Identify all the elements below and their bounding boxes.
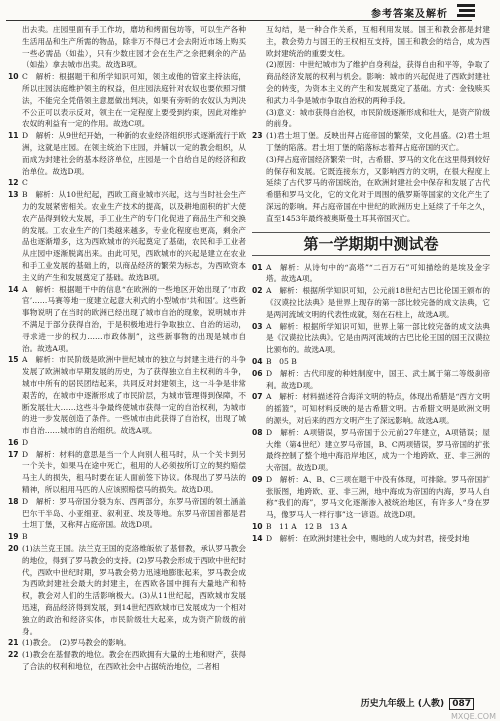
answer-text: C bbox=[22, 178, 28, 188]
answer-item bbox=[252, 107, 490, 131]
answer-item bbox=[252, 427, 490, 474]
question-number: 10 bbox=[8, 72, 19, 82]
question-number: 15 bbox=[8, 355, 19, 365]
answer-item bbox=[252, 521, 490, 533]
question-number: 18 bbox=[8, 496, 19, 506]
answer-text: A 解析：材料描述符合海洋文明的特点，体现出希腊是“西方文明的摇篮”，可知材料反映的是古希腊文明。古希腊文明是欧洲文明的源头，对后来的西方文明产生了深远影响。故选A项。 bbox=[266, 392, 490, 425]
page-footer bbox=[361, 696, 474, 709]
answer-item bbox=[8, 637, 246, 649]
answer-text: A 解析：市民阶级是欧洲中世纪城市的独立与封建主进行的斗争发展了欧洲城市早期发展的历史，为了获得独立自主权利的斗争，城市中所有的居民团结起来，共同反对封建领主，这一斗争是非常艰苦的，在城市中逐渐形成了市民阶层，为城市管理得到保障，不断发展壮大……这些斗争最终使城市获得一定的自治权利，为城市的进一步发展创造了条件。一些城市由此获得了自治权，出现了城市自治……城市的自治组织。故选A项。 bbox=[22, 355, 246, 436]
question-number: 23 bbox=[252, 131, 263, 141]
answer-item bbox=[252, 154, 490, 225]
answer-text: A 解析：根据所学知识可知，公元前18世纪古巴比伦国王颁布的《汉谟拉比法典》是世界上现存的第一部比较完备的成文法典，它是两河流域文明的代表性成就，刻在石柱上，故选A项。 bbox=[266, 286, 490, 319]
answer-item bbox=[8, 189, 246, 283]
answer-item bbox=[8, 354, 246, 437]
question-number: 02 bbox=[252, 286, 263, 296]
answer-text: D 解析：材料的意思是当一个人向别人租马时，从一个关卡到另一个关卡，如果马在途中死亡，租用的人必须按所订立的契约赔偿马主人的损失，租马时要在证人面前签下协议。体现出了罗马法的精神，所以租用马匹的人应该照赔偿马的损失。故选D项。 bbox=[22, 449, 246, 495]
right-column-bottom bbox=[252, 262, 490, 545]
question-number: 14 bbox=[252, 533, 263, 543]
answer-item bbox=[8, 24, 246, 71]
answer-text: D 解析：罗马帝国分裂为东、西两部分，东罗马帝国的领土涵盖巴尔干半岛、小亚细亚、叙利亚、埃及等地。东罗马帝国首都是君士坦丁堡，又称拜占庭帝国。故选D项。 bbox=[22, 496, 246, 530]
answer-item bbox=[8, 284, 246, 355]
answer-text: B bbox=[22, 532, 28, 542]
answer-item bbox=[8, 437, 246, 449]
question-number: 12 bbox=[8, 178, 19, 188]
answer-text: D 解析：A项错误，罗马帝国于公元前27年建立，A项错误；屋大维（第4世纪）建立罗马帝国，B、C两项错误，罗马帝国的扩张最终控制了整个地中海沿岸地区，成为一个地跨欧、亚、非三洲的大帝国。故选D项。 bbox=[266, 427, 490, 473]
question-number: 21 bbox=[8, 638, 19, 648]
question-number: 19 bbox=[8, 532, 19, 542]
question-number: 03 bbox=[252, 321, 263, 331]
answer-item bbox=[252, 474, 490, 521]
answer-text: (1)法兰克王国。法兰克王国的克洛维皈依了基督教，承认罗马教会的地位，得到了罗马教会的支持。(2)罗马教会形成于西欧中世纪时代，西欧中世纪时期，罗马教会势力迅速地膨胀起来，罗马教会成为西欧封建社会最大的封建主，在西欧各国中拥有大量地产和特权，教会对人们的生活影响极大。(3)从11世纪起，西欧城市发展迅速，商品经济得到发展，到14世纪西欧城市已发展成为一个相对独立的政治和经济实体，市民阶级壮大起来，成为资产阶级的前身。 bbox=[22, 544, 246, 636]
answer-text: (2)原因：中世纪城市为了维护自身利益，获得自由和平等，争取了商品经济发展的权利与机会。影响：城市的兴起促进了西欧封建社会的转变，为资本主义的产生和发展奠定了基础。方式：金钱赎买和武力斗争是城市争取自治权的两种手段。 bbox=[266, 60, 490, 105]
question-number bbox=[252, 107, 266, 131]
answer-text: C 解析：根据题干和所学知识可知，领主或他的管家主持法庭，所以庄园法庭维护领主的权益，但庄园法庭针对农奴也要依照习惯法，不能完全凭借领主意愿做出判决，如果有旁听的农奴认为判决不公正可以表示反对，领主在一定程度上要受到约束，因此对维护农奴的利益有一定的作用。故选C项。 bbox=[22, 72, 246, 129]
answer-item bbox=[8, 177, 246, 189]
answer-item bbox=[252, 24, 490, 59]
answer-text: A 解析：根据所学知识可知，世界上第一部比较完备的成文法典是《汉谟拉比法典》。它是由两河流域的古巴比伦王国的国王汉谟拉比颁布的。故选A项。 bbox=[266, 321, 491, 355]
answer-item bbox=[8, 449, 246, 496]
answer-item bbox=[252, 130, 490, 154]
answer-text: D bbox=[22, 437, 29, 447]
answer-text: D 解析：古代印度的种姓制度中，国王、武士属于第二等级刹帝利。故选D项。 bbox=[266, 368, 490, 390]
answer-text: D 解析：A、B、C三项在题干中没有体现，可排除。罗马帝国扩张版图，地跨欧、亚、非三洲，地中海成为帝国的内海，罗马人自称“我们的海”，罗马文化逐渐渗入被统治地区，有许多人“身在罗马，像罗马人一样行事”这一谚语。故选D项。 bbox=[266, 474, 490, 520]
question-number bbox=[252, 24, 266, 59]
answer-item bbox=[252, 533, 490, 545]
right-column bbox=[252, 24, 490, 545]
question-number: 06 bbox=[252, 368, 263, 378]
answer-text: A 解析：根据题干中的信息“在欧洲的一些地区开始出现了‘市政官’……马赛等地一度建立起意大利式的小型城市‘共和国’。这些新事物说明了在当时的欧洲已经出现了城市自治的现象，说明城市并不满足于部分获得自治，于是积极地进行争取独立、自治的运动，寻求进一步的权力……市政体制”，这些新事物的出现是城市自治。故选A项。 bbox=[22, 284, 246, 353]
answer-item bbox=[8, 130, 246, 177]
answer-item bbox=[252, 356, 490, 368]
answer-text: A 解析：从诗句中的“高塔”“二百万石”可知描绘的是埃及金字塔。故选A项。 bbox=[266, 262, 490, 284]
answer-item bbox=[8, 531, 246, 543]
page-number: 087 bbox=[449, 698, 474, 710]
answer-item bbox=[252, 321, 490, 356]
answer-text: (1)君士坦丁堡。反映出拜占庭帝国的繁荣，文化昌盛。(2)君士坦丁堡的陷落。君士坦丁堡的陷落标志着拜占庭帝国的灭亡。 bbox=[266, 131, 490, 152]
answer-text: (1)教会。 (2)罗马教会的影响。 bbox=[22, 638, 131, 648]
left-column bbox=[8, 24, 246, 673]
book-stack-icon bbox=[456, 3, 476, 19]
answer-item bbox=[8, 649, 246, 673]
answer-text: (1)教会在基督教的地位。教会在西欧拥有大量的土地和财产，获得了合法的权利和地位，在西欧社会中占据统治地位，二者相 bbox=[22, 650, 246, 672]
answer-item bbox=[8, 543, 246, 637]
answer-item bbox=[252, 285, 490, 320]
question-number: 16 bbox=[8, 437, 19, 447]
answer-item bbox=[252, 262, 490, 286]
answer-text: 出去卖。庄园里面有手工作坊，磨坊和烤面包坊等，可以生产各种生活用品和生产所需的物品，除非万不得已才会去附近市场上购买一些必需品（如盐），只有少数庄园才会在生产之余把剩余的产品（如盐）拿去城市出卖。故选B项。 bbox=[22, 25, 246, 70]
answer-text: (3)拜占庭帝国经济繁荣一时，古希腊、罗马的文化在这里得到较好的保存和发展。它既连接东方，又影响西方的文明，在很大程度上延续了古代罗马的帝国统治，在欧洲封建社会中保存和发展了古代希腊和罗马文化，它的文化对于周围的俄罗斯等国家的文化产生了深远的影响。拜占庭帝国在中世纪的欧洲历史上延续了千年之久，直至1453年最终被奥斯曼土耳其帝国灭亡。 bbox=[266, 154, 490, 223]
question-number: 20 bbox=[8, 544, 19, 554]
question-number: 08 bbox=[252, 427, 263, 437]
answer-text: B 11 A 12 B 13 A bbox=[266, 522, 348, 532]
question-number: 11 bbox=[8, 131, 19, 141]
answer-text: D 解析：从9世纪开始，一种新的农业经济组织形式逐渐流行于欧洲，这就是庄园。在领主统治下庄园，并辅以一定的教会组织，从而成为封建社会的基本经济单位，庄园是一个自给自足的经济和政治单位。故选D项。 bbox=[22, 131, 246, 176]
answer-item bbox=[8, 496, 246, 531]
question-number: 07 bbox=[252, 392, 263, 402]
header-title: 参考答案及解析 bbox=[371, 9, 448, 20]
question-number: 14 bbox=[8, 284, 19, 294]
question-number: 09 bbox=[252, 474, 263, 484]
question-number: 22 bbox=[8, 650, 19, 660]
answer-item bbox=[8, 71, 246, 130]
footer-code: (人教) bbox=[417, 699, 445, 709]
question-number: 10 bbox=[252, 522, 263, 532]
answer-item bbox=[252, 59, 490, 106]
section-title: 第一学期期中测试卷 bbox=[252, 232, 490, 256]
question-number bbox=[252, 59, 266, 106]
answer-text: B 解析：从10世纪起，西欧工商业城市兴起，这与当时社会生产力的发展紧密相关。农业生产技术的提高，以及耕地面积的扩大使农产品得到较大发展，手工业生产的专门化促进了商品生产和交换的发展。工农业生产的门类越来越多，专业化程度也更高，剩余产品也逐渐增多，这为西欧城市的兴起奠定了基础，农民和手工业者从庄园中逐渐脱离出来。由此可见，西欧城市的兴起是建立在农业和手工业发展的基础上的，以商品经济的繁荣为标志，为西欧资本主义的产生和发展奠定了基础。故选B项。 bbox=[22, 190, 246, 282]
footer-subject: 历史九年级上 bbox=[360, 699, 415, 709]
question-number: 13 bbox=[8, 190, 19, 200]
question-number bbox=[252, 154, 266, 225]
question-number: 01 bbox=[252, 262, 263, 272]
header-rule bbox=[6, 20, 472, 21]
right-column-top bbox=[252, 24, 490, 225]
answer-item bbox=[252, 368, 490, 392]
page-header bbox=[0, 0, 500, 22]
question-number bbox=[8, 24, 22, 71]
watermark-text: MXQE.COM bbox=[450, 712, 496, 721]
answer-text: 互勾结，是一种合作关系，互相利用发展。国王和教会都是封建主，教会势力与国王的王权相互支持，国王和教会的结合，成为西欧封建统治的重要支柱。 bbox=[266, 25, 490, 58]
answer-text: D 解析：在欧洲封建社会中，赐地的人成为封君，接受封地 bbox=[266, 533, 470, 543]
answer-text: B 05 B bbox=[266, 356, 297, 366]
answer-text: (3)意义：城市获得自治权，市民阶级逐渐形成和壮大，是资产阶级的前身。 bbox=[266, 107, 490, 129]
question-number: 04 bbox=[252, 356, 263, 366]
answer-item bbox=[252, 391, 490, 426]
question-number: 17 bbox=[8, 449, 19, 459]
